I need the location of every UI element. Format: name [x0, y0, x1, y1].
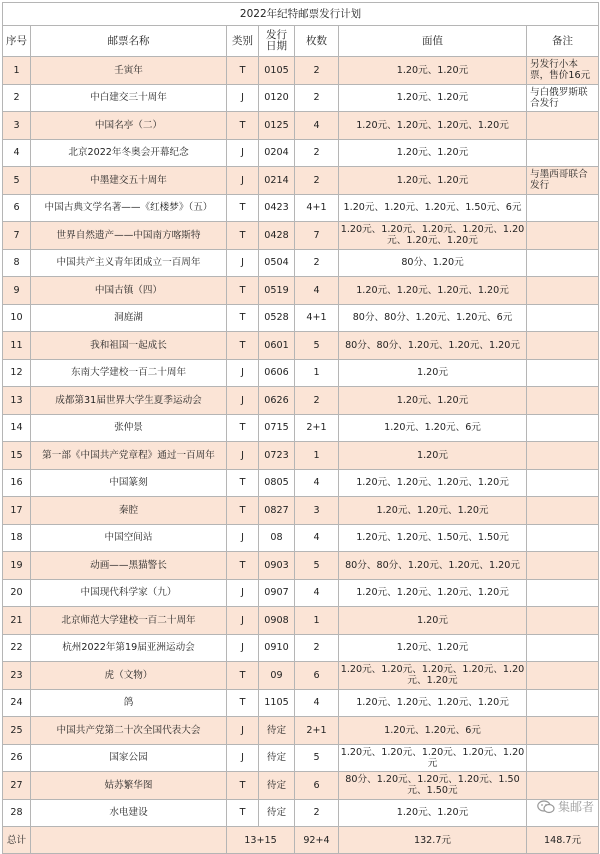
- cell-count: 2: [295, 139, 339, 167]
- table-row: [3, 744, 599, 772]
- cell-seq: 2: [3, 84, 31, 112]
- total-count: 92+4: [295, 827, 339, 854]
- cell-category: J: [227, 359, 259, 387]
- table-row: [3, 112, 599, 140]
- table-row: [3, 634, 599, 662]
- header-name: 邮票名称: [31, 26, 227, 57]
- cell-seq: 16: [3, 469, 31, 497]
- cell-count: 4+1: [295, 304, 339, 332]
- cell-remark: [527, 139, 599, 167]
- cell-category: J: [227, 167, 259, 195]
- cell-seq: 7: [3, 222, 31, 250]
- cell-date: 待定: [259, 717, 295, 745]
- cell-date: 0827: [259, 497, 295, 525]
- cell-seq: 23: [3, 662, 31, 690]
- cell-category: J: [227, 634, 259, 662]
- cell-name: 动画——黑猫警长: [31, 552, 227, 580]
- cell-face: 1.20元、1.20元、6元: [339, 717, 527, 745]
- table-title: 2022年纪特邮票发行计划: [3, 3, 599, 26]
- cell-name: 北京2022年冬奥会开幕纪念: [31, 139, 227, 167]
- cell-face: 80分、80分、1.20元、1.20元、6元: [339, 304, 527, 332]
- total-category: 13+15: [227, 827, 295, 854]
- cell-name: 北京师范大学建校一百二十周年: [31, 607, 227, 635]
- total-label: 总计: [3, 827, 31, 854]
- cell-name: 我和祖国一起成长: [31, 332, 227, 360]
- table-row: [3, 194, 599, 222]
- cell-date: 待定: [259, 799, 295, 827]
- cell-seq: 15: [3, 442, 31, 470]
- cell-count: 2: [295, 249, 339, 277]
- cell-category: T: [227, 772, 259, 800]
- cell-date: 0903: [259, 552, 295, 580]
- table-row: [3, 689, 599, 717]
- cell-name: 世界自然遗产——中国南方喀斯特: [31, 222, 227, 250]
- table-row: [3, 359, 599, 387]
- cell-name: 洞庭湖: [31, 304, 227, 332]
- cell-seq: 21: [3, 607, 31, 635]
- table-row: [3, 524, 599, 552]
- cell-face: 1.20元、1.20元: [339, 634, 527, 662]
- table-row: [3, 579, 599, 607]
- cell-name: 中国古典文学名著——《红楼梦》（五）: [31, 194, 227, 222]
- table-row: [3, 607, 599, 635]
- cell-date: 0723: [259, 442, 295, 470]
- cell-remark: [527, 689, 599, 717]
- cell-count: 5: [295, 332, 339, 360]
- cell-face: 1.20元、1.20元、1.20元: [339, 497, 527, 525]
- cell-seq: 4: [3, 139, 31, 167]
- cell-face: 1.20元、1.20元: [339, 84, 527, 112]
- cell-face: 80分、1.20元: [339, 249, 527, 277]
- cell-name: 张仲景: [31, 414, 227, 442]
- header-row: [3, 26, 599, 57]
- cell-count: 2: [295, 57, 339, 85]
- cell-date: 0204: [259, 139, 295, 167]
- cell-name: 第一部《中国共产党章程》通过一百周年: [31, 442, 227, 470]
- cell-date: 0908: [259, 607, 295, 635]
- cell-seq: 5: [3, 167, 31, 195]
- cell-remark: 与白俄罗斯联合发行: [527, 84, 599, 112]
- cell-face: 1.20元: [339, 607, 527, 635]
- cell-category: T: [227, 57, 259, 85]
- cell-remark: [527, 222, 599, 250]
- cell-face: 1.20元、1.20元、1.20元、1.20元: [339, 469, 527, 497]
- table-row: [3, 222, 599, 250]
- cell-category: T: [227, 497, 259, 525]
- cell-remark: [527, 579, 599, 607]
- cell-seq: 25: [3, 717, 31, 745]
- cell-category: T: [227, 689, 259, 717]
- cell-face: 1.20元、1.20元、1.20元、1.20元: [339, 112, 527, 140]
- cell-name: 中墨建交五十周年: [31, 167, 227, 195]
- header-seq: 序号: [3, 26, 31, 57]
- cell-count: 2+1: [295, 414, 339, 442]
- cell-remark: [527, 744, 599, 772]
- cell-seq: 11: [3, 332, 31, 360]
- cell-seq: 3: [3, 112, 31, 140]
- cell-name: 秦腔: [31, 497, 227, 525]
- table-row: [3, 662, 599, 690]
- cell-remark: [527, 524, 599, 552]
- wechat-icon: [537, 800, 555, 814]
- cell-date: 0428: [259, 222, 295, 250]
- cell-seq: 8: [3, 249, 31, 277]
- total-remark: 148.7元: [527, 827, 599, 854]
- cell-date: 0214: [259, 167, 295, 195]
- table-row: [3, 84, 599, 112]
- cell-count: 4: [295, 524, 339, 552]
- cell-date: 0423: [259, 194, 295, 222]
- cell-date: 0910: [259, 634, 295, 662]
- cell-name: 成都第31届世界大学生夏季运动会: [31, 387, 227, 415]
- cell-seq: 19: [3, 552, 31, 580]
- cell-category: J: [227, 387, 259, 415]
- cell-category: J: [227, 442, 259, 470]
- cell-seq: 14: [3, 414, 31, 442]
- table-row: [3, 772, 599, 800]
- table-row: [3, 387, 599, 415]
- total-name-empty: [31, 827, 227, 854]
- cell-name: 中国现代科学家（九）: [31, 579, 227, 607]
- cell-face: 1.20元、1.20元: [339, 799, 527, 827]
- cell-count: 4: [295, 579, 339, 607]
- cell-category: T: [227, 222, 259, 250]
- cell-category: J: [227, 579, 259, 607]
- cell-count: 2: [295, 167, 339, 195]
- cell-name: 壬寅年: [31, 57, 227, 85]
- header-category: 类别: [227, 26, 259, 57]
- title-row: [3, 3, 599, 26]
- cell-face: 1.20元: [339, 359, 527, 387]
- cell-date: 待定: [259, 744, 295, 772]
- header-date-line1: 发行: [266, 29, 287, 41]
- cell-category: J: [227, 249, 259, 277]
- cell-face: 80分、80分、1.20元、1.20元、1.20元: [339, 332, 527, 360]
- cell-remark: [527, 332, 599, 360]
- table-row: [3, 442, 599, 470]
- cell-category: T: [227, 332, 259, 360]
- cell-remark: [527, 469, 599, 497]
- cell-remark: [527, 277, 599, 305]
- cell-face: 1.20元、1.20元、1.20元、1.20元: [339, 277, 527, 305]
- cell-date: 0805: [259, 469, 295, 497]
- cell-seq: 18: [3, 524, 31, 552]
- cell-remark: [527, 194, 599, 222]
- cell-date: 0715: [259, 414, 295, 442]
- cell-date: 0601: [259, 332, 295, 360]
- cell-category: J: [227, 607, 259, 635]
- header-date: [259, 26, 295, 57]
- cell-name: 中白建交三十周年: [31, 84, 227, 112]
- cell-name: 国家公园: [31, 744, 227, 772]
- total-face: 132.7元: [339, 827, 527, 854]
- cell-date: 1105: [259, 689, 295, 717]
- cell-category: J: [227, 717, 259, 745]
- cell-seq: 26: [3, 744, 31, 772]
- cell-category: J: [227, 139, 259, 167]
- cell-seq: 13: [3, 387, 31, 415]
- watermark-text: 集邮者: [557, 800, 594, 814]
- cell-count: 1: [295, 442, 339, 470]
- table-row: [3, 332, 599, 360]
- cell-face: 80分、80分、1.20元、1.20元、1.20元: [339, 552, 527, 580]
- cell-remark: [527, 634, 599, 662]
- cell-remark: [527, 249, 599, 277]
- cell-count: 4+1: [295, 194, 339, 222]
- cell-seq: 10: [3, 304, 31, 332]
- cell-seq: 1: [3, 57, 31, 85]
- cell-category: J: [227, 524, 259, 552]
- table-row: [3, 277, 599, 305]
- cell-count: 5: [295, 552, 339, 580]
- table-row: [3, 552, 599, 580]
- cell-count: 2: [295, 634, 339, 662]
- cell-date: 0606: [259, 359, 295, 387]
- cell-date: 0907: [259, 579, 295, 607]
- cell-category: T: [227, 552, 259, 580]
- cell-count: 6: [295, 772, 339, 800]
- cell-face: 1.20元、1.20元、1.20元、1.20元、1.20元、1.20元: [339, 662, 527, 690]
- header-date-line2: 日期: [266, 40, 287, 52]
- cell-remark: [527, 607, 599, 635]
- cell-count: 2: [295, 799, 339, 827]
- cell-count: 2: [295, 387, 339, 415]
- cell-count: 1: [295, 607, 339, 635]
- cell-category: T: [227, 194, 259, 222]
- cell-face: 1.20元、1.20元、6元: [339, 414, 527, 442]
- cell-face: 1.20元、1.20元、1.20元、1.20元、1.20元: [339, 744, 527, 772]
- cell-seq: 6: [3, 194, 31, 222]
- cell-remark: [527, 717, 599, 745]
- cell-date: 0528: [259, 304, 295, 332]
- cell-date: 0120: [259, 84, 295, 112]
- table-row: [3, 139, 599, 167]
- cell-name: 中国篆刻: [31, 469, 227, 497]
- cell-remark: [527, 772, 599, 800]
- watermark: [537, 798, 594, 815]
- cell-face: 1.20元、1.20元: [339, 387, 527, 415]
- cell-name: 东南大学建校一百二十周年: [31, 359, 227, 387]
- cell-remark: [527, 552, 599, 580]
- cell-date: 09: [259, 662, 295, 690]
- cell-seq: 12: [3, 359, 31, 387]
- cell-name: 中国共产党第二十次全国代表大会: [31, 717, 227, 745]
- cell-name: 中国空间站: [31, 524, 227, 552]
- cell-name: 杭州2022年第19届亚洲运动会: [31, 634, 227, 662]
- cell-seq: 20: [3, 579, 31, 607]
- header-remark: 备注: [527, 26, 599, 57]
- cell-remark: 与墨西哥联合发行: [527, 167, 599, 195]
- cell-count: 2+1: [295, 717, 339, 745]
- cell-remark: [527, 304, 599, 332]
- cell-count: 4: [295, 112, 339, 140]
- total-row: [3, 827, 599, 854]
- cell-category: T: [227, 414, 259, 442]
- cell-date: 待定: [259, 772, 295, 800]
- document-page: [0, 2, 600, 846]
- cell-name: 中国古镇（四）: [31, 277, 227, 305]
- cell-face: 1.20元、1.20元: [339, 167, 527, 195]
- cell-face: 1.20元、1.20元、1.50元、1.50元: [339, 524, 527, 552]
- cell-count: 4: [295, 277, 339, 305]
- table-row: [3, 304, 599, 332]
- cell-face: 1.20元、1.20元: [339, 139, 527, 167]
- table-row: [3, 167, 599, 195]
- cell-face: 1.20元: [339, 442, 527, 470]
- cell-count: 4: [295, 469, 339, 497]
- cell-count: 5: [295, 744, 339, 772]
- cell-count: 4: [295, 689, 339, 717]
- cell-remark: [527, 497, 599, 525]
- cell-name: 鸽: [31, 689, 227, 717]
- cell-face: 1.20元、1.20元、1.20元、1.20元: [339, 579, 527, 607]
- cell-seq: 22: [3, 634, 31, 662]
- cell-face: 1.20元、1.20元、1.20元、1.20元: [339, 689, 527, 717]
- cell-name: 中国名亭（二）: [31, 112, 227, 140]
- cell-remark: 另发行小本票，售价16元: [527, 57, 599, 85]
- cell-category: T: [227, 469, 259, 497]
- cell-count: 6: [295, 662, 339, 690]
- cell-face: 1.20元、1.20元、1.20元、1.50元、6元: [339, 194, 527, 222]
- table-row: [3, 57, 599, 85]
- cell-category: T: [227, 304, 259, 332]
- cell-remark: [527, 112, 599, 140]
- cell-seq: 24: [3, 689, 31, 717]
- cell-remark: [527, 359, 599, 387]
- table-row: [3, 469, 599, 497]
- cell-date: 0504: [259, 249, 295, 277]
- cell-date: 08: [259, 524, 295, 552]
- cell-face: 80分、1.20元、1.20元、1.20元、1.50元、1.50元: [339, 772, 527, 800]
- table-row: [3, 799, 599, 827]
- cell-category: T: [227, 662, 259, 690]
- cell-date: 0105: [259, 57, 295, 85]
- cell-category: J: [227, 744, 259, 772]
- table-row: [3, 414, 599, 442]
- cell-date: 0519: [259, 277, 295, 305]
- cell-category: T: [227, 112, 259, 140]
- cell-date: 0626: [259, 387, 295, 415]
- cell-face: 1.20元、1.20元、1.20元、1.20元、1.20元、1.20元、1.20元: [339, 222, 527, 250]
- table-row: [3, 717, 599, 745]
- table-row: [3, 249, 599, 277]
- cell-category: J: [227, 84, 259, 112]
- cell-remark: [527, 442, 599, 470]
- cell-seq: 17: [3, 497, 31, 525]
- cell-face: 1.20元、1.20元: [339, 57, 527, 85]
- cell-seq: 27: [3, 772, 31, 800]
- header-count: 枚数: [295, 26, 339, 57]
- cell-remark: [527, 662, 599, 690]
- cell-count: 3: [295, 497, 339, 525]
- cell-remark: [527, 414, 599, 442]
- stamp-issue-plan-table: [2, 2, 599, 854]
- cell-name: 虎（文物）: [31, 662, 227, 690]
- table-row: [3, 497, 599, 525]
- cell-name: 水电建设: [31, 799, 227, 827]
- cell-seq: 28: [3, 799, 31, 827]
- cell-category: T: [227, 799, 259, 827]
- cell-category: T: [227, 277, 259, 305]
- cell-seq: 9: [3, 277, 31, 305]
- cell-count: 2: [295, 84, 339, 112]
- cell-count: 7: [295, 222, 339, 250]
- cell-name: 姑苏繁华图: [31, 772, 227, 800]
- header-face: 面值: [339, 26, 527, 57]
- cell-count: 1: [295, 359, 339, 387]
- cell-name: 中国共产主义青年团成立一百周年: [31, 249, 227, 277]
- cell-remark: [527, 387, 599, 415]
- cell-date: 0125: [259, 112, 295, 140]
